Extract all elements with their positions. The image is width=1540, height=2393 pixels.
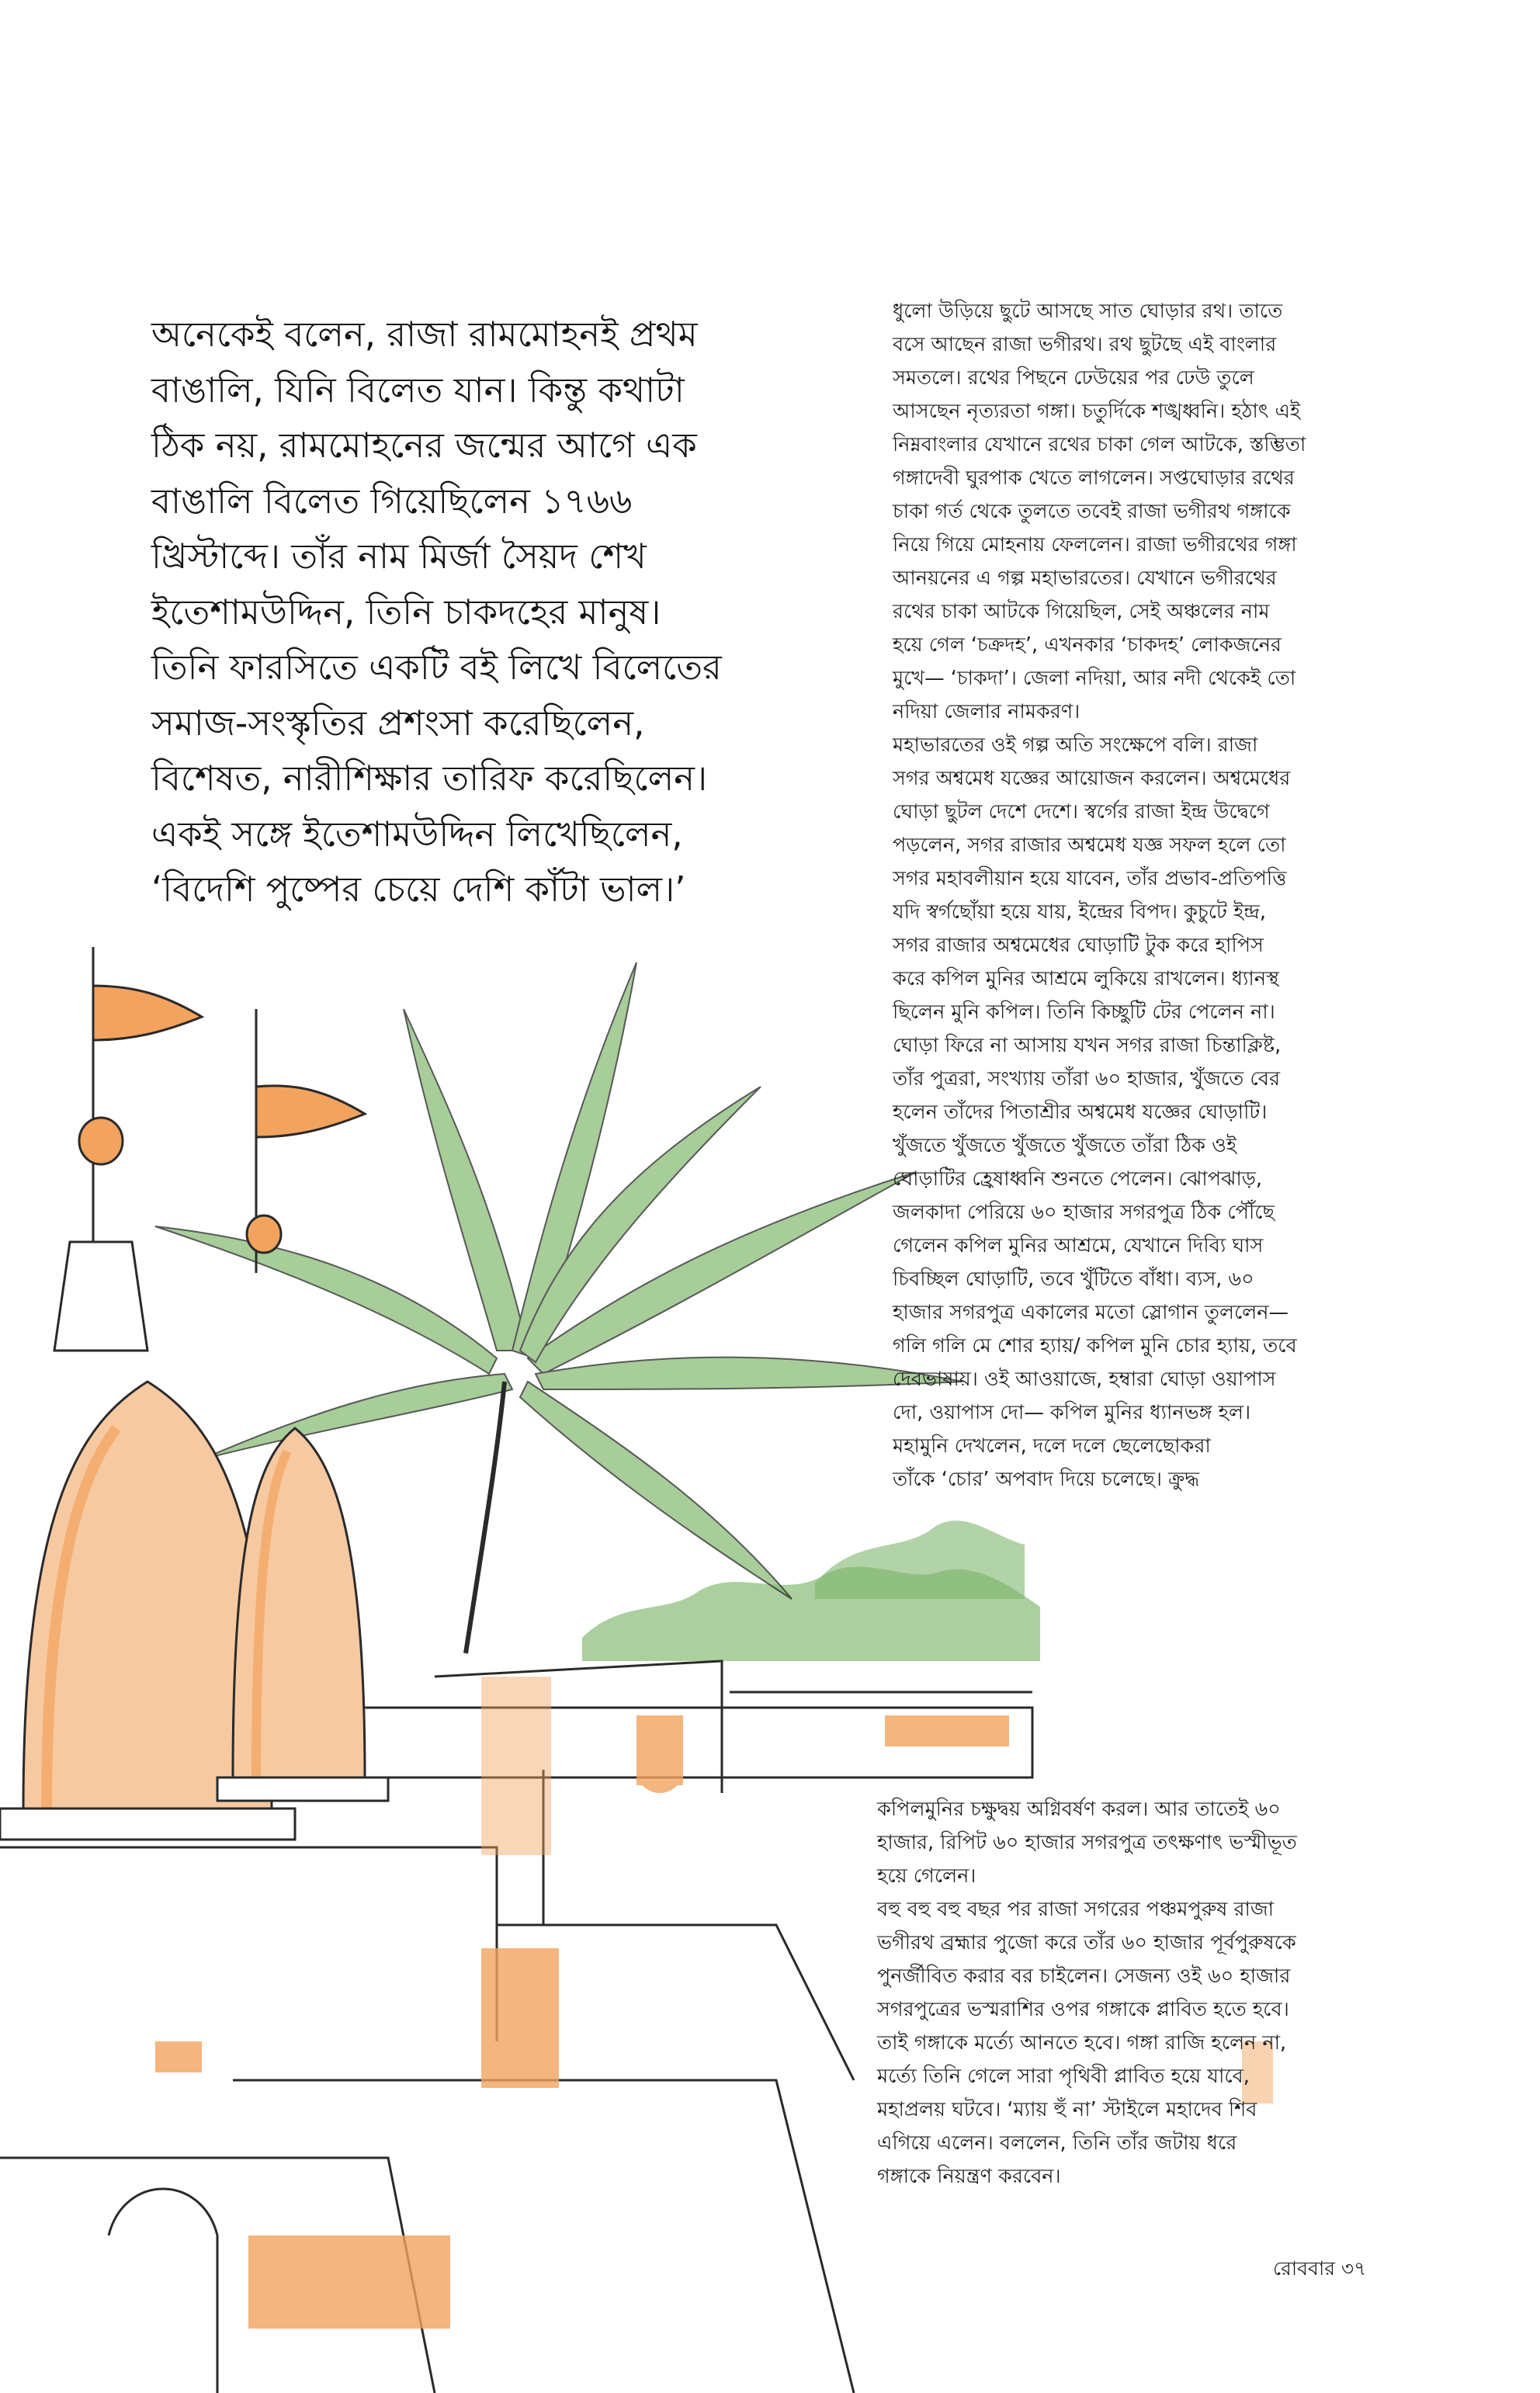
text-line: মহাপ্রলয় ঘটবে। ‘ম্যায় হুঁ না’ স্টাইলে মহাদেব শিব (877, 2098, 1257, 2121)
text-line: নদিয়া জেলার নামকরণ। (893, 700, 1080, 723)
text-line: দেবভাষায়। ওই আওয়াজে, হম্বারা ঘোড়া ওয়াপাস (893, 1368, 1276, 1391)
text-line: আসছেন নৃত্যরতা গঙ্গা। চতুর্দিকে শঙ্খধ্বনি। হঠাৎ এই (893, 400, 1301, 423)
text-line: নিয়ে গিয়ে মোহনায় ফেললেন। রাজা ভগীরথের গঙ্গা (893, 533, 1297, 557)
text-line: ঘোড়া ছুটল দেশে দেশে। স্বর্গের রাজা ইন্দ্র উদ্বেগে (893, 800, 1270, 824)
text-line: মুখে— ‘চাকদা’। জেলা নদিয়া, আর নদী থেকেই তো (893, 667, 1296, 690)
text-line: তাই গঙ্গাকে মর্ত্যে আনতে হবে। গঙ্গা রাজি হলেন না, (877, 2031, 1287, 2055)
intro-line: বিশেষত, নারীশিক্ষার তারিফ করেছিলেন। (151, 758, 708, 799)
text-line: রথের চাকা আটকে গিয়েছিল, সেই অঞ্চলের নাম (893, 600, 1270, 623)
intro-line: তিনি ফারসিতে একটি বই লিখে বিলেতের (151, 647, 722, 688)
text-line: করে কপিল মুনির আশ্রমে লুকিয়ে রাখলেন। ধ্যানস্থ (893, 967, 1279, 990)
text-line: তাঁর পুত্ররা, সংখ্যায় তাঁরা ৬০ হাজার, খুঁজতে বের (893, 1067, 1280, 1091)
text-line: হয়ে গেল ‘চক্রদহ’, এখনকার ‘চাকদহ’ লোকজনের (893, 633, 1282, 657)
text-line: গঙ্গাকে নিয়ন্ত্রণ করবেন। (877, 2165, 1061, 2188)
text-line: মহামুনি দেখলেন, দলে দলে ছেলেছোকরা (893, 1434, 1211, 1458)
intro-line: সমাজ-সংস্কৃতির প্রশংসা করেছিলেন, (151, 702, 645, 744)
text-line: জলকাদা পেরিয়ে ৬০ হাজার সগরপুত্র ঠিক পৌঁছে (893, 1201, 1275, 1224)
intro-line: অনেকেই বলেন, রাজা রামমোহনই প্রথম (151, 314, 698, 355)
text-line: সগর রাজার অশ্বমেধের ঘোড়াটি টুক করে হাপিস (893, 934, 1264, 957)
text-line: ধুলো উড়িয়ে ছুটে আসছে সাত ঘোড়ার রথ। তাতে (893, 300, 1283, 323)
text-line: ছিলেন মুনি কপিল। তিনি কিচ্ছুটি টের পেলেন না। (893, 1001, 1275, 1024)
text-line: গেলেন কপিল মুনির আশ্রমে, যেখানে দিব্যি ঘাস (893, 1234, 1264, 1257)
bushes (582, 1521, 1040, 1661)
intro-line: ইতেশামউদ্দিন, তিনি চাকদহের মানুষ। (151, 591, 661, 633)
text-line: আনয়নের এ গল্প মহাভারতের। যেখানে ভগীরথের (893, 567, 1277, 590)
temple-flags (54, 947, 365, 1351)
text-line: চিবচ্ছিল ঘোড়াটি, তবে খুঁটিতে বাঁধা। ব্যস, ৬০ (893, 1268, 1254, 1291)
text-line: হয়ে গেলেন। (877, 1864, 976, 1888)
intro-line: বাঙালি বিলেত গিয়েছিলেন ১৭৬৬ (151, 480, 633, 522)
text-line: নিম্নবাংলার যেখানে রথের চাকা গেল আটকে, স্তম্ভিতা (893, 433, 1306, 456)
text-line: খুঁজতে খুঁজতে খুঁজতে খুঁজতে তাঁরা ঠিক ওই (893, 1134, 1237, 1157)
text-line: হাজার, রিপিট ৬০ হাজার সগরপুত্র তৎক্ষণাৎ ভস্মীভূত (877, 1831, 1297, 1854)
text-line: পড়লেন, সগর রাজার অশ্বমেধ যজ্ঞ সফল হলে তো (893, 834, 1286, 857)
text-line: পুনর্জীবিত করার বর চাইলেন। সেজন্য ওই ৬০ হাজার (877, 1965, 1291, 1988)
intro-line: ‘বিদেশি পুষ্পের চেয়ে দেশি কাঁটা ভাল।’ (151, 869, 686, 910)
intro-line: বাঙালি, যিনি বিলেত যান। কিন্তু কথাটা (151, 369, 685, 411)
text-line: ঘোড়াটির হ্রেষাধ্বনি শুনতে পেলেন। ঝোপঝাড়, (893, 1167, 1263, 1191)
intro-line: একই সঙ্গে ইতেশামউদ্দিন লিখেছিলেন, (151, 813, 683, 855)
text-line: সগর অশ্বমেধ যজ্ঞের আয়োজন করলেন। অশ্বমেধের (893, 767, 1291, 790)
text-line: সগর মহাবলীয়ান হয়ে যাবেন, তাঁর প্রভাব-প্রতিপত্তি (893, 867, 1287, 890)
body-column-bottom (877, 1793, 1389, 2194)
page-footer-label: রোববার ৩৭ (1273, 2257, 1367, 2280)
text-line: বসে আছেন রাজা ভগীরথ। রথ ছুটছে এই বাংলার (893, 333, 1277, 356)
palm-trunk (466, 1382, 505, 1653)
text-line: হলেন তাঁদের পিতাশ্রীর অশ্বমেধ যজ্ঞের ঘোড়াটি। (893, 1101, 1268, 1124)
text-line: বহু বহু বহু বছর পর রাজা সগরের পঞ্চমপুরুষ রাজা (877, 1898, 1275, 1921)
temple-domes (0, 1382, 388, 1840)
intro-line: খ্রিস্টাব্দে। তাঁর নাম মির্জা সৈয়দ শেখ (151, 536, 647, 577)
text-line: মহাভারতের ওই গল্প অতি সংক্ষেপে বলি। রাজা (893, 734, 1258, 757)
text-line: মর্ত্যে তিনি গেলে সারা পৃথিবী প্লাবিত হয়ে যাবে, (877, 2065, 1250, 2088)
text-line: চাকা গর্ত থেকে তুলতে তবেই রাজা ভগীরথ গঙ্গাকে (893, 500, 1291, 523)
body-column-right (893, 295, 1389, 1496)
text-line: কপিলমুনির চক্ষুদ্বয় অগ্নিবর্ষণ করল। আর তাতেই ৬০ (877, 1798, 1281, 1821)
text-line: ঘোড়া ফিরে না আসায় যখন সগর রাজা চিন্তাক্লিষ্ট, (893, 1034, 1282, 1057)
text-line: ভগীরথ ব্রহ্মার পুজো করে তাঁর ৬০ হাজার পূর্বপুরুষকে (877, 1931, 1296, 1954)
text-line: সমতলে। রথের পিছনে ঢেউয়ের পর ঢেউ তুলে (893, 366, 1254, 390)
text-line: তাঁকে ‘চোর’ অপবাদ দিয়ে চলেছে। ক্রুদ্ধ (893, 1468, 1200, 1491)
intro-pullquote (151, 307, 834, 917)
text-line: সগরপুত্রের ভস্মরাশির ওপর গঙ্গাকে প্লাবিত হতে হবে। (877, 1998, 1289, 2021)
intro-line: ঠিক নয়, রামমোহনের জন্মের আগে এক (151, 425, 697, 466)
text-line: দো, ওয়াপাস দো— কপিল মুনির ধ্যানভঙ্গ হল। (893, 1401, 1251, 1424)
text-line: গলি গলি মে শোর হ্যায়/ কপিল মুনি চোর হ্যায়, তবে (893, 1334, 1297, 1358)
text-line: গঙ্গাদেবী ঘুরপাক খেতে লাগলেন। সপ্তঘোড়ার রথের (893, 466, 1295, 490)
text-line: যদি স্বর্গছোঁয়া হয়ে যায়, ইন্দ্রের বিপদ। কুচুটে ইন্দ্র, (893, 900, 1266, 924)
text-line: এগিয়ে এলেন। বললেন, তিনি তাঁর জটায় ধরে (877, 2131, 1237, 2155)
text-line: হাজার সগরপুত্র একালের মতো স্লোগান তুললেন— (893, 1301, 1289, 1324)
